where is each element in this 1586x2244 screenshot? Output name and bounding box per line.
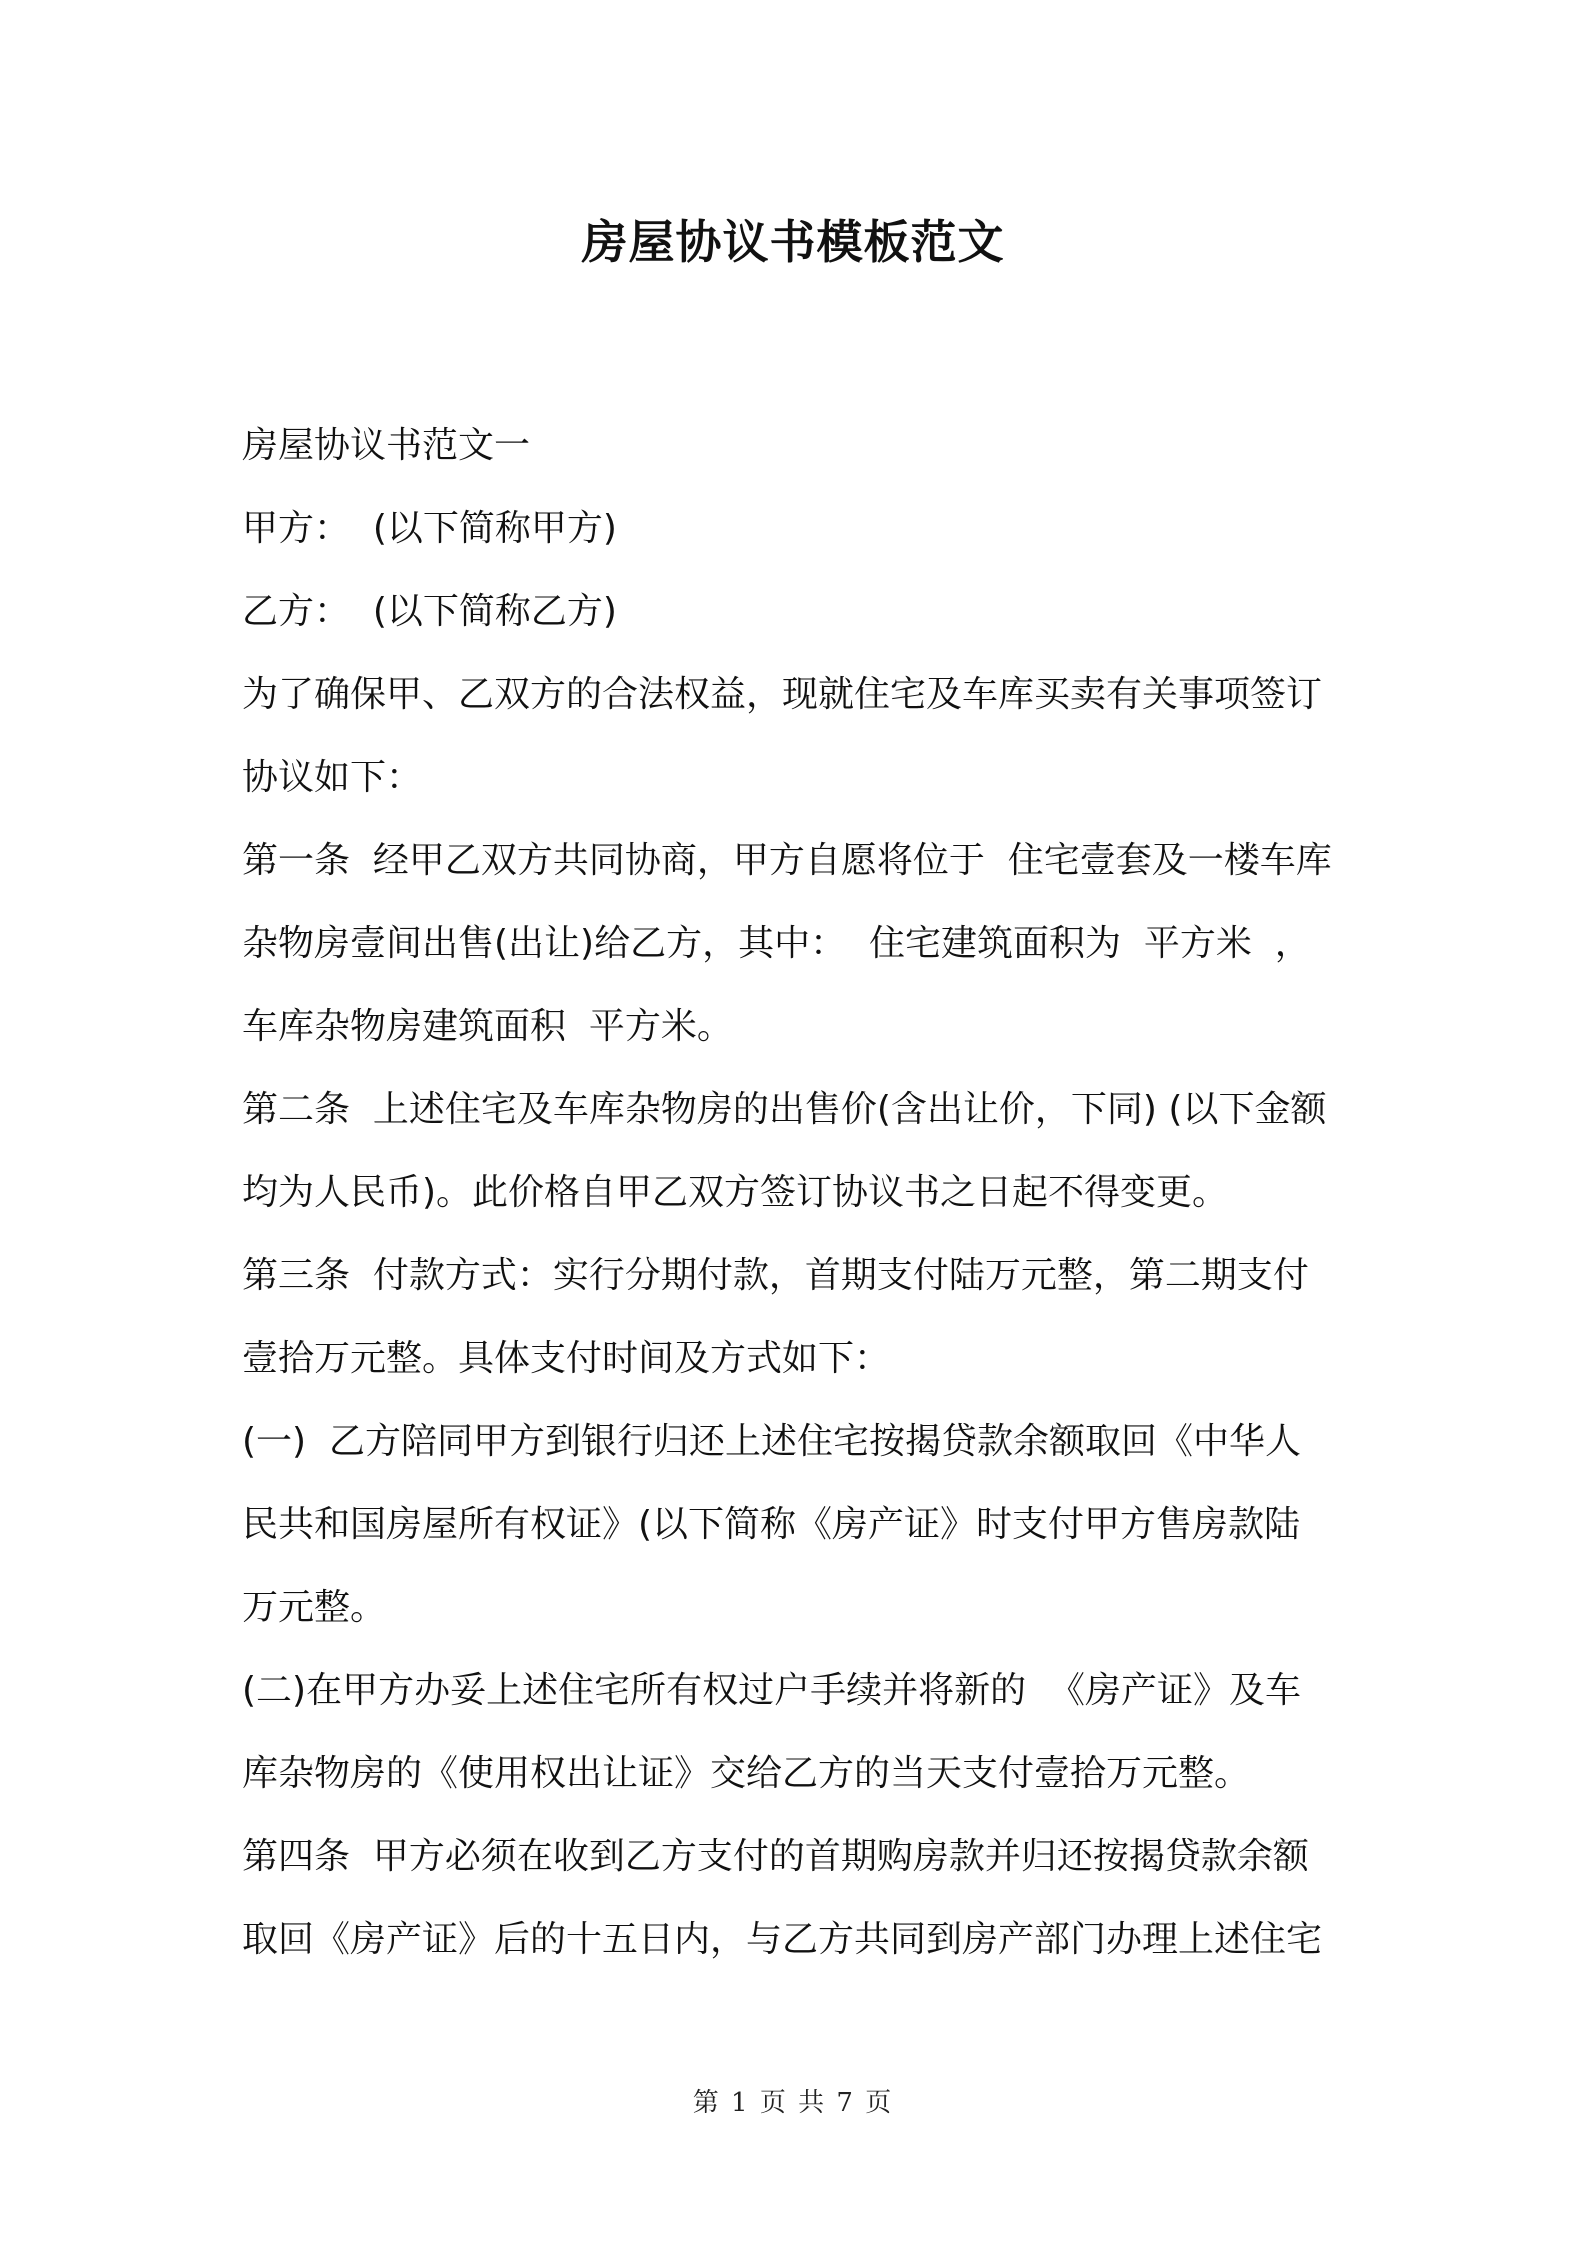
body-line: 第三条 付款方式：实行分期付款，首期支付陆万元整，第二期支付 (242, 1255, 1309, 1296)
body-line: 均为人民币)。此价格自甲乙双方签订协议书之日起不得变更。 (242, 1172, 1229, 1213)
body-line: 第二条 上述住宅及车库杂物房的出售价(含出让价，下同) (以下金额 (242, 1089, 1327, 1130)
body-line: (二)在甲方办妥上述住宅所有权过户手续并将新的 《房产证》及车 (242, 1670, 1301, 1711)
body-line: 乙方： (以下简称乙方) (242, 591, 617, 632)
document-body (242, 404, 1352, 1981)
body-line: 第一条 经甲乙双方共同协商，甲方自愿将位于 住宅壹套及一楼车库 (242, 840, 1332, 881)
body-line: 房屋协议书范文一 (242, 425, 531, 466)
body-line: 取回《房产证》后的十五日内，与乙方共同到房产部门办理上述住宅 (242, 1919, 1323, 1960)
body-line: (一) 乙方陪同甲方到银行归还上述住宅按揭贷款余额取回《中华人 (242, 1421, 1301, 1462)
body-line: 杂物房壹间出售(出让)给乙方，其中： 住宅建筑面积为 平方米 ， (242, 923, 1311, 964)
body-line: 库杂物房的《使用权出让证》交给乙方的当天支付壹拾万元整。 (242, 1753, 1251, 1794)
body-line: 万元整。 (242, 1587, 387, 1628)
body-line: 壹拾万元整。具体支付时间及方式如下： (242, 1338, 891, 1379)
body-line: 第四条 甲方必须在收到乙方支付的首期购房款并归还按揭贷款余额 (242, 1836, 1309, 1877)
body-line: 为了确保甲、乙双方的合法权益，现就住宅及车库买卖有关事项签订 (242, 674, 1323, 715)
body-line: 车库杂物房建筑面积 平方米。 (242, 1006, 733, 1047)
body-line: 甲方： (以下简称甲方) (242, 508, 617, 549)
body-line: 民共和国房屋所有权证》(以下简称《房产证》时支付甲方售房款陆 (242, 1504, 1301, 1545)
document-title: 房屋协议书模板范文 (581, 215, 1005, 269)
body-line: 协议如下： (242, 757, 423, 798)
page-number-footer: 第 1 页 共 7 页 (692, 2088, 894, 2118)
